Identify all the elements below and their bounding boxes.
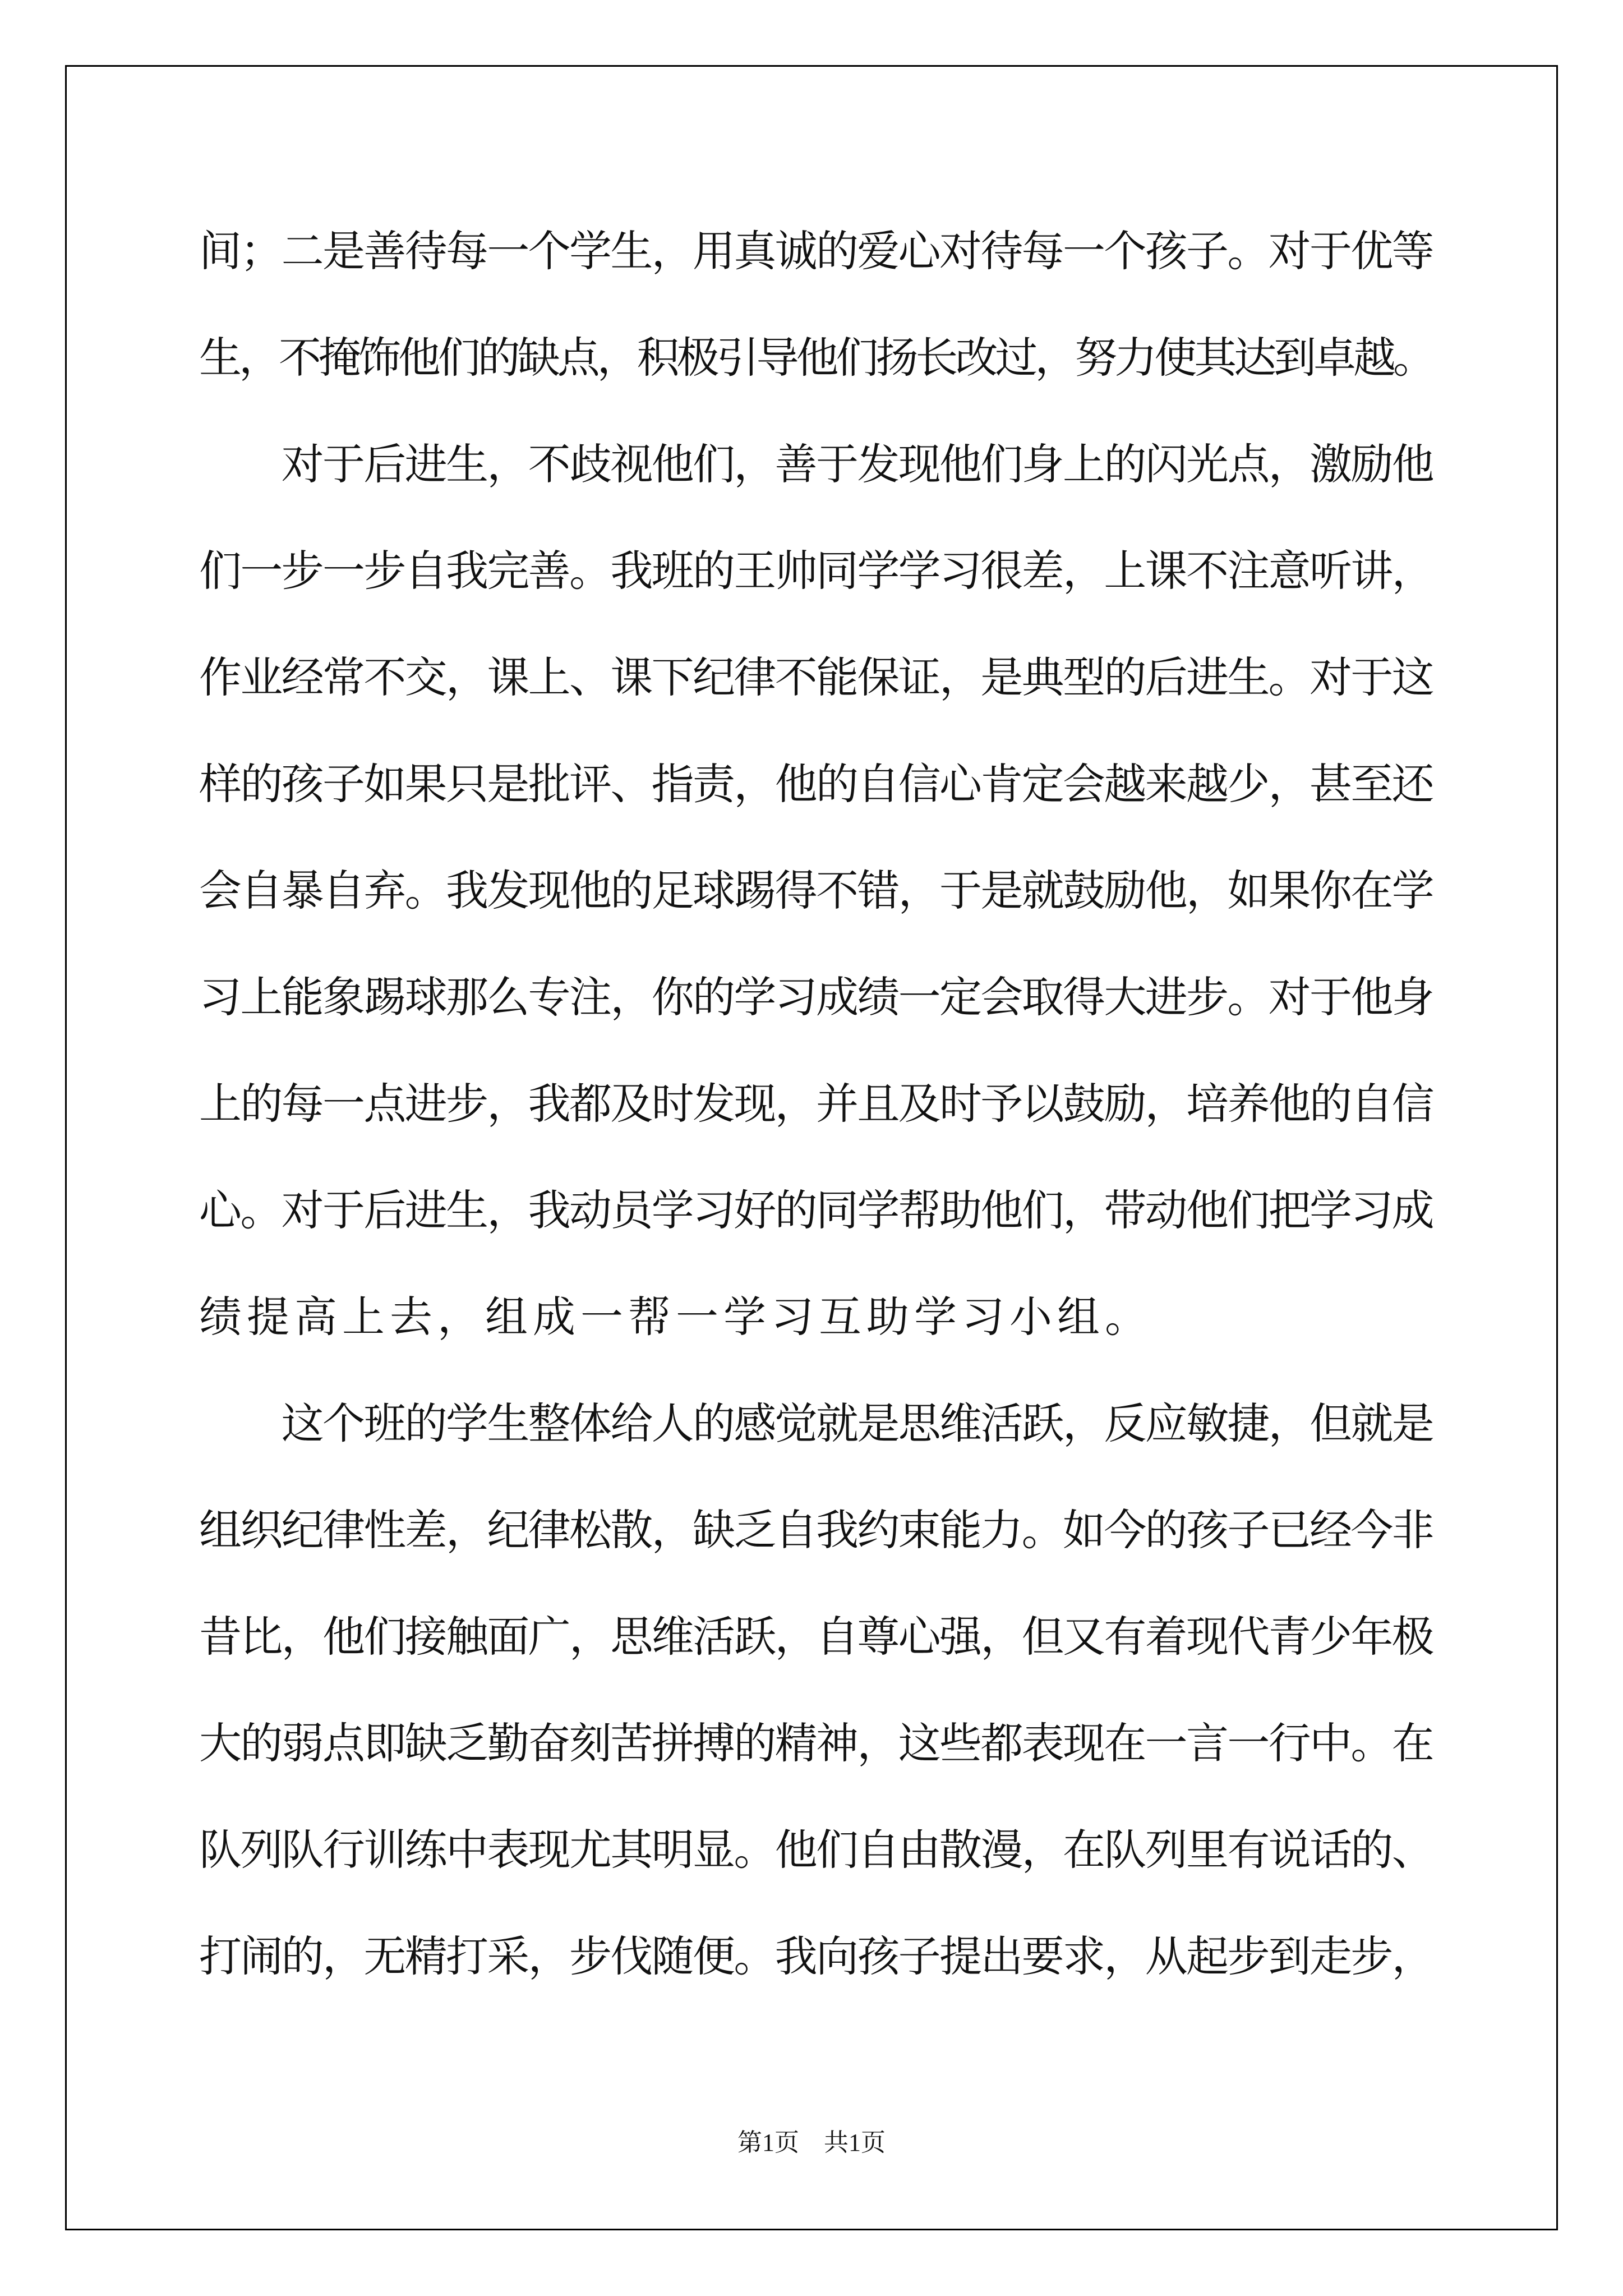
body-line: 绩提高上去，组成一帮一学习互助学习小组。: [199, 1292, 1152, 1342]
body-line: 上的每一点进步，我都及时发现，并且及时予以鼓励，培养他的自信: [199, 1079, 1433, 1129]
body-line: 习上能象踢球那么专注，你的学习成绩一定会取得大进步。对于他身: [199, 972, 1433, 1022]
body-line: 生，不掩饰他们的缺点，积极引导他们扬长改过，努力使其达到卓越。: [199, 333, 1433, 383]
body-line: 对于后进生，不歧视他们，善于发现他们身上的闪光点，激励他: [199, 439, 1433, 489]
body-line: 样的孩子如果只是批评、指责，他的自信心肯定会越来越少，甚至还: [199, 759, 1433, 809]
body-line: 作业经常不交，课上、课下纪律不能保证，是典型的后进生。对于这: [199, 652, 1433, 702]
page-border: [65, 65, 1558, 2230]
body-line: 会自暴自弃。我发现他的足球踢得不错，于是就鼓励他，如果你在学: [199, 866, 1433, 915]
body-line: 们一步一步自我完善。我班的王帅同学学习很差，上课不注意听讲，: [199, 546, 1433, 596]
page-footer: 第1页 共1页: [737, 2129, 886, 2156]
body-line: 大的弱点即缺乏勤奋刻苦拼搏的精神，这些都表现在一言一行中。在: [199, 1718, 1433, 1768]
body-line: 队列队行训练中表现尤其明显。他们自由散漫，在队列里有说话的、: [199, 1825, 1433, 1875]
body-line: 这个班的学生整体给人的感觉就是思维活跃，反应敏捷，但就是: [199, 1398, 1433, 1448]
body-line: 间；二是善待每一个学生，用真诚的爱心对待每一个孩子。对于优等: [199, 226, 1433, 276]
body-line: 心。对于后进生，我动员学习好的同学帮助他们，带动他们把学习成: [199, 1185, 1433, 1235]
body-line: 组织纪律性差，纪律松散，缺乏自我约束能力。如今的孩子已经今非: [199, 1505, 1433, 1555]
body-line: 打闹的，无精打采，步伐随便。我向孩子提出要求，从起步到走步，: [199, 1931, 1433, 1981]
body-line: 昔比，他们接触面广，思维活跃，自尊心强，但又有着现代青少年极: [199, 1612, 1433, 1662]
